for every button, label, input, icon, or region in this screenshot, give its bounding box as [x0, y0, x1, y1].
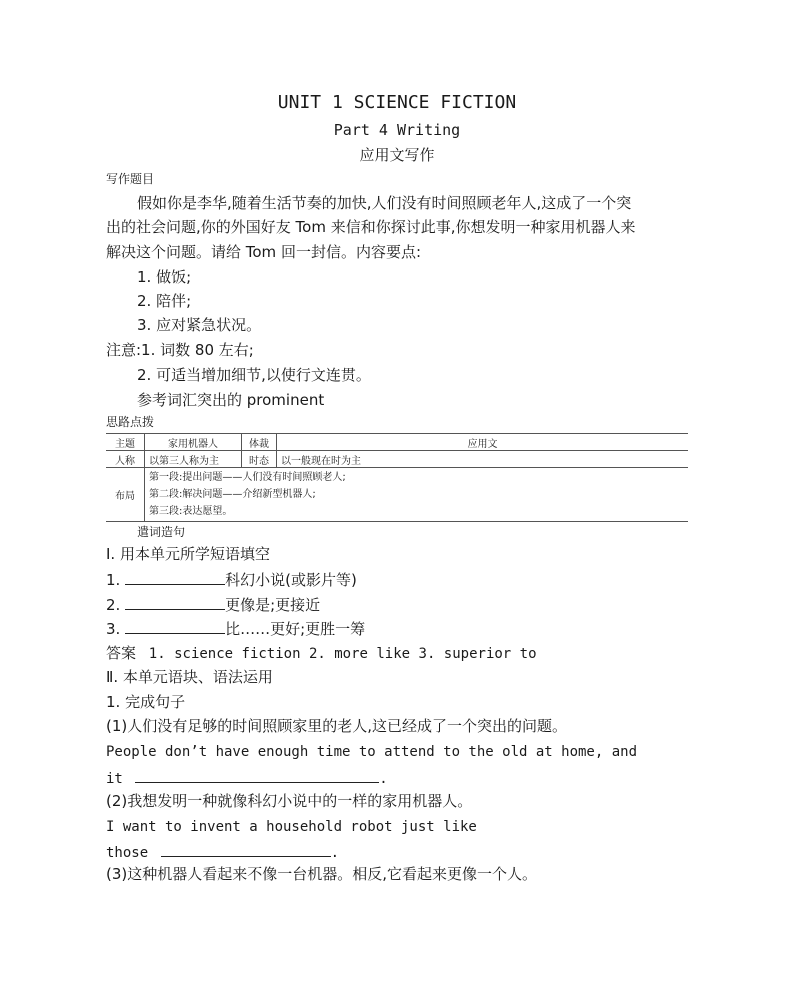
prompt-line-1: 假如你是李华,随着生活节奏的加快,人们没有时间照顾老年人,这成了一个突: [137, 194, 632, 212]
question-2-blank-line: [106, 844, 339, 860]
item-text: 科幻小说(或影片等): [225, 571, 357, 589]
outline-cell: 体裁: [242, 434, 277, 451]
outline-row-topic: [106, 434, 688, 451]
item-text: 更像是;更接近: [225, 596, 321, 614]
answer-label: 答案: [106, 644, 137, 662]
question-2-chinese: (2)我想发明一种就像科幻小说中的一样的家用机器人。: [106, 792, 473, 810]
answer-blank[interactable]: [125, 572, 225, 585]
prompt-heading: 写作题目: [106, 172, 155, 186]
outline-heading: 思路点拨: [106, 415, 155, 429]
question-1-blank-line: [106, 770, 388, 786]
unit-title: UNIT 1 SCIENCE FICTION: [277, 92, 517, 113]
outline-layout-item: 第三段:表达愿望。: [149, 506, 233, 517]
outline-cell: 家用机器人: [145, 434, 242, 451]
section2-title: Ⅱ. 本单元语块、语法运用: [106, 668, 273, 686]
vocab-item-1: [106, 572, 357, 588]
answer-blank[interactable]: [125, 621, 225, 634]
vocab-item-2: [106, 597, 320, 613]
prompt-line-2: 出的社会问题,你的外国好友 Tom 来信和你探讨此事,你想发明一种家用机器人来: [106, 218, 636, 236]
sentence-end: .: [379, 771, 388, 787]
outline-cell: 主题: [106, 434, 145, 451]
outline-row-person: [106, 451, 688, 468]
vocab-heading: 遣词造句: [137, 525, 186, 539]
item-text: 比……更好;更胜一筹: [225, 620, 366, 638]
answer-blank[interactable]: [125, 597, 225, 610]
outline-table: [106, 433, 688, 522]
prompt-point-1: 1. 做饭;: [137, 268, 192, 286]
question-3-chinese: (3)这种机器人看起来不像一台机器。相反,它看起来更像一个人。: [106, 865, 538, 883]
outline-cell: 以第三人称为主: [145, 451, 242, 468]
prompt-note-1: 注意:1. 词数 80 左右;: [106, 341, 254, 359]
prompt-note-2: 2. 可适当增加细节,以使行文连贯。: [137, 366, 371, 384]
item-number: 1.: [106, 571, 121, 589]
outline-cell: 时态: [242, 451, 277, 468]
part-title: Part 4 Writing: [333, 121, 461, 139]
outline-layout-cell: [145, 468, 689, 522]
outline-cell: 以一般现在时为主: [277, 451, 689, 468]
item-number: 3.: [106, 620, 121, 638]
sub-title: 1. 完成句子: [106, 693, 186, 711]
outline-cell: 布局: [106, 468, 145, 522]
question-1-english: People don’t have enough time to attend to the old at home, and: [106, 744, 638, 760]
lead-word: those: [106, 845, 149, 861]
outline-cell: 应用文: [277, 434, 689, 451]
answer-text: 1. science fiction 2. more like 3. superior to: [148, 646, 537, 662]
answer-blank[interactable]: [161, 844, 331, 857]
outline-layout-item: 第二段:解决问题——介绍新型机器人;: [149, 489, 316, 500]
question-2-english: I want to invent a household robot just like: [106, 819, 477, 835]
prompt-point-3: 3. 应对紧急状况。: [137, 316, 262, 334]
answer-blank[interactable]: [135, 770, 379, 783]
outline-row-layout: [106, 468, 688, 522]
lead-word: it: [106, 771, 123, 787]
question-1-chinese: (1)人们没有足够的时间照顾家里的老人,这已经成了一个突出的问题。: [106, 717, 568, 735]
prompt-line-3: 解决这个问题。请给 Tom 回一封信。内容要点:: [106, 243, 421, 261]
item-number: 2.: [106, 596, 121, 614]
prompt-reference: 参考词汇突出的 prominent: [137, 391, 325, 409]
prompt-point-2: 2. 陪伴;: [137, 292, 192, 310]
section1-title: Ⅰ. 用本单元所学短语填空: [106, 545, 270, 563]
sentence-end: .: [330, 845, 340, 861]
answer-line: [106, 646, 537, 661]
outline-cell: 人称: [106, 451, 145, 468]
page-subtitle: 应用文写作: [359, 146, 435, 164]
vocab-item-3: [106, 621, 365, 637]
outline-layout-item: 第一段:提出问题——人们没有时间照顾老人;: [149, 472, 346, 483]
